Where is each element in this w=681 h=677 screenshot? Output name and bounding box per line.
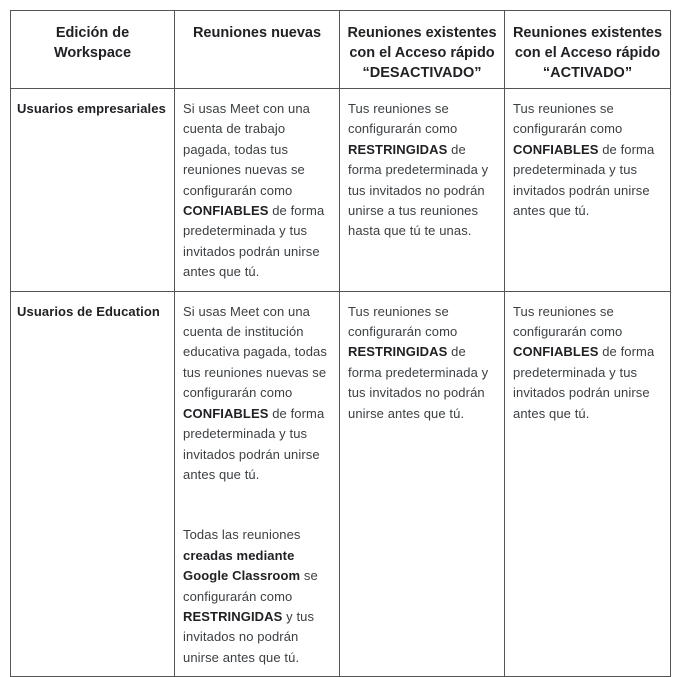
emphasis-restricted: RESTRINGIDAS (183, 608, 283, 624)
row-label-cell (11, 89, 175, 292)
text-segment: de forma predeterminada y tus invitados no podrán unirse antes que tú. (348, 344, 489, 421)
emphasis-restricted: RESTRINGIDAS (348, 344, 448, 360)
cell-text (340, 292, 504, 432)
header-new-meetings-text: Reuniones nuevas (192, 25, 322, 41)
row-label: Usuarios de Education (17, 303, 160, 319)
cell-existing-off (340, 291, 505, 677)
table-row-business-users (11, 89, 671, 292)
row-label-cell (11, 291, 175, 677)
emphasis-trusted: CONFIABLES (513, 344, 599, 360)
header-new-meetings (175, 11, 340, 89)
cell-text (505, 292, 670, 432)
paragraph-gap (183, 485, 331, 525)
cell-new-meetings (175, 89, 340, 292)
text-segment: Tus reuniones se configurarán como (513, 303, 623, 340)
table-body (11, 89, 671, 677)
cell-existing-on (505, 89, 671, 292)
cell-existing-off (340, 89, 505, 292)
header-workspace-edition (11, 11, 175, 89)
row-label: Usuarios empresariales (17, 101, 166, 116)
header-existing-quick-access-on-text: Reuniones existentes con el Acceso rápido “ACTIVADO” (512, 25, 663, 81)
text-segment: Si usas Meet con una cuenta de trabajo pagada, todas tus reuniones nuevas se configurarán como (183, 101, 311, 198)
text-segment: y tus invitados no podrán unirse antes que tú. (183, 608, 315, 665)
text-segment: Si usas Meet con una cuenta de institución educativa pagada, todas tus reuniones nuevas se configurarán como (183, 303, 327, 401)
header-workspace-edition-text: Edición de Workspace (53, 25, 132, 61)
text-segment: de forma predeterminada y tus invitados podrán unirse antes que tú. (513, 141, 655, 219)
header-row (11, 11, 671, 89)
header-existing-quick-access-off-text: Reuniones existentes con el Acceso rápido “DESACTIVADO” (347, 25, 497, 81)
cell-text (175, 89, 339, 291)
text-segment: Tus reuniones se configurarán como (348, 101, 458, 137)
cell-existing-on (505, 291, 671, 677)
emphasis-trusted: CONFIABLES (513, 141, 599, 157)
text-segment: de forma predeterminada y tus invitados podrán unirse antes que tú. (513, 344, 655, 421)
text-segment: Tus reuniones se configurarán como (513, 101, 623, 137)
text-segment: de forma predeterminada y tus invitados podrán unirse antes que tú. (183, 405, 325, 482)
cell-text (340, 89, 504, 250)
text-segment: Todas las reuniones (183, 527, 301, 543)
text-segment: se configurarán como (183, 568, 318, 604)
text-segment: de forma predeterminada y tus invitados no podrán unirse a tus reuniones hasta que tú te unas. (348, 141, 489, 239)
header-existing-quick-access-on (505, 11, 671, 89)
header-existing-quick-access-off (340, 11, 505, 89)
emphasis-trusted: CONFIABLES (183, 405, 269, 421)
meet-access-table (10, 10, 671, 677)
cell-text (175, 292, 339, 677)
emphasis-classroom: creadas mediante Google Classroom (183, 547, 301, 584)
cell-new-meetings (175, 291, 340, 677)
text-segment: Tus reuniones se configurarán como (348, 303, 458, 340)
cell-text (505, 89, 670, 229)
table-row-education-users (11, 291, 671, 677)
emphasis-restricted: RESTRINGIDAS (348, 141, 448, 157)
emphasis-trusted: CONFIABLES (183, 203, 269, 219)
table-header (11, 11, 671, 89)
text-segment: de forma predeterminada y tus invitados podrán unirse antes que tú. (183, 203, 325, 280)
comparison-table-container (10, 10, 670, 677)
